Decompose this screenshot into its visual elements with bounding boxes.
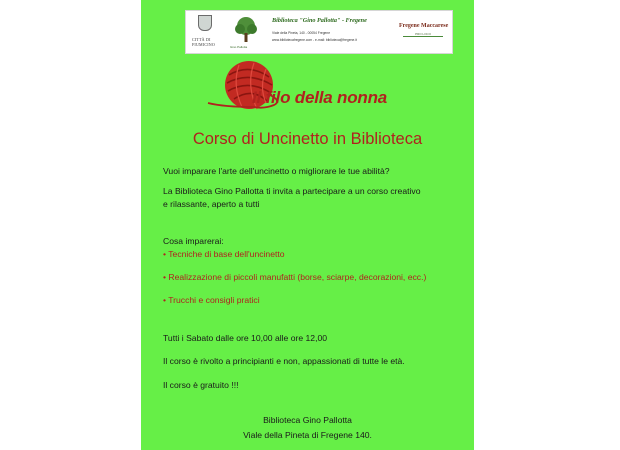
library-name: Biblioteca "Gino Pallotta" - Fregene — [272, 17, 367, 24]
sponsor-logos-header — [185, 10, 453, 54]
flyer-poster — [141, 0, 474, 450]
tree-logo-icon — [234, 16, 258, 48]
invite-line-2: e rilassante, aperto a tutti — [163, 199, 260, 209]
intro-question: Vuoi imparare l'arte dell'uncinetto o migliorare le tue abilità? — [163, 166, 390, 176]
city-crest-logo — [192, 15, 216, 51]
free-note: Il corso è gratuito !!! — [163, 380, 239, 390]
learn-item: • Trucchi e consigli pratici — [163, 295, 260, 305]
library-address: Viale della Pineta, 140 - 00054 Fregene — [272, 31, 331, 35]
city-crest-label: CITTÀ DI FIUMICINO — [192, 37, 215, 47]
learn-item: • Tecniche di base dell'uncinetto — [163, 249, 285, 259]
schedule-text: Tutti i Sabato dalle ore 10,00 alle ore 12,00 — [163, 333, 328, 343]
crest-shield-icon — [198, 15, 212, 31]
logo-title: Il filo della nonna — [252, 88, 388, 107]
course-title: Corso di Uncinetto in Biblioteca — [192, 130, 423, 148]
tree-logo-label: Gino Pallotta — [230, 45, 248, 49]
footer-address: Viale della Pineta di Fregene 140. — [243, 430, 372, 440]
library-email: www.bibliotecafregene.com - e-mail: biblioteca@fregene.it — [272, 38, 357, 42]
footer-library-name: Biblioteca Gino Pallotta — [263, 415, 352, 425]
learn-heading: Cosa imparerai: — [163, 236, 224, 246]
audience-text: Il corso è rivolto a principianti e non, appassionati di tutte le età. — [163, 356, 405, 366]
invite-line-1: La Biblioteca Gino Pallotta ti invita a partecipare a un corso creativo — [163, 186, 421, 196]
pro-loco-sub: PRO LOCO — [403, 32, 443, 37]
learn-item: • Realizzazione di piccoli manufatti (borse, sciarpe, decorazioni, ecc.) — [163, 272, 427, 282]
pro-loco-logo: Fregene Maccarese — [399, 23, 449, 29]
